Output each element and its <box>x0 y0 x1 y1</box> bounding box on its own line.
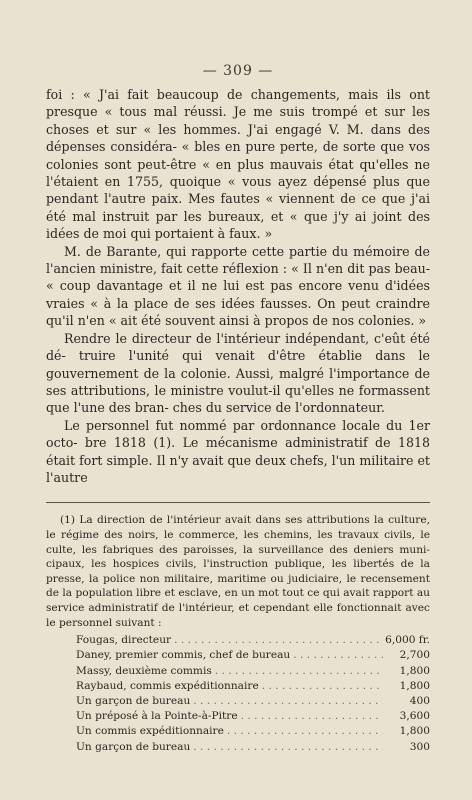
staff-row <box>76 679 430 694</box>
dot-leader <box>193 740 383 755</box>
dot-leader <box>215 664 383 679</box>
staff-name: Daney, premier commis, chef de bureau <box>76 649 291 662</box>
page-number: — 309 — <box>202 63 274 79</box>
staff-name: Un garçon de bureau <box>76 740 191 753</box>
paragraph-barante-reflection: M. de Barante, qui rapporte cette partie du mémoire de l'ancien ministre, fait cette réflexion : « Il n'en dit pas beau- « coup davantage et il ne lui est pas encore venu d'idées vraies « à la place de ses idées fausses. On peut craindre qu'il n'en « ait été souvent ainsi à propos de nos colonies. » <box>46 243 430 329</box>
staff-name: Un préposé à la Pointe-à-Pitre <box>76 710 238 723</box>
staff-name: Un garçon de bureau <box>76 694 191 707</box>
paragraph-minister-quote: foi : « J'ai fait beaucoup de changements, mais ils ont presque « tous mal réussi. Je me suis trompé et sur les choses et sur « les hommes. J'ai engagé V. M. dans des dépenses considéra- « bles en pure perte, de sorte que vos colonies sont peut-être « en plus mauvais état qu'elles ne l'étaient en 1755, quoique « vous ayez dépensé plus que pendant l'autre paix. Mes fautes « viennent de ce que j'ai été mal instruit par les bureaux, et « que j'y ai joint des idées de moi qui portaient à faux. » <box>46 87 430 242</box>
staff-name: Un commis expéditionnaire <box>76 725 224 738</box>
staff-salary: 2,700 <box>399 649 430 662</box>
staff-salary: 1,800 <box>399 725 430 738</box>
staff-row <box>76 633 430 648</box>
dot-leader <box>193 694 383 709</box>
paragraph-director-interior: Rendre le directeur de l'intérieur indépendant, c'eût été dé- truire l'unité qui venait d'être établie dans le gouvernement de la colonie. Aussi, malgré l'importance de ses attributions, le ministre voulut-il qu'elles ne formassent que l'une des bran- ches du service de l'ordonnateur. <box>46 330 430 416</box>
footnote <box>46 513 430 754</box>
staff-row <box>76 740 430 755</box>
staff-salary: 400 <box>409 694 430 707</box>
staff-name: Raybaud, commis expéditionnaire <box>76 679 259 692</box>
staff-salary: 1,800 <box>399 679 430 692</box>
staff-salary: 1,800 <box>399 664 430 677</box>
paragraph-personnel-ordinance: Le personnel fut nommé par ordonnance locale du 1er octo- bre 1818 (1). Le mécanisme administratif de 1818 était fort simple. Il n'y avait que deux chefs, l'un militaire et l'autre <box>46 417 430 485</box>
footnote-text: (1) La direction de l'intérieur avait dans ses attributions la culture, le régime des noirs, le commerce, les chemins, les travaux civils, le culte, les fabriques des paroisses, la surveillance des deniers muni- cipaux, les hospices civils, l'instruction publique, les libertés de la presse, la police non militaire, maritime ou judiciaire, le recensement de la population libre et esclave, en un mot tout ce qui avait rapport au service administratif de l'intérieur, et cependant elle fonctionnait avec le personnel suivant : <box>46 514 430 629</box>
staff-row <box>76 648 430 663</box>
main-text <box>46 86 430 486</box>
staff-name: Massy, deuxième commis <box>76 664 212 677</box>
staff-salary: 300 <box>409 740 430 753</box>
staff-row <box>76 724 430 739</box>
dot-leader <box>262 679 383 694</box>
staff-salary: 3,600 <box>399 710 430 723</box>
footnote-divider <box>46 502 430 503</box>
staff-row <box>76 694 430 709</box>
staff-salary: 6,000 fr. <box>385 634 430 647</box>
dot-leader <box>293 648 383 663</box>
staff-list <box>46 633 430 755</box>
staff-row <box>76 664 430 679</box>
dot-leader <box>227 724 383 739</box>
staff-name: Fougas, directeur <box>76 634 172 647</box>
staff-row <box>76 709 430 724</box>
dot-leader <box>174 633 382 648</box>
dot-leader <box>241 709 383 724</box>
